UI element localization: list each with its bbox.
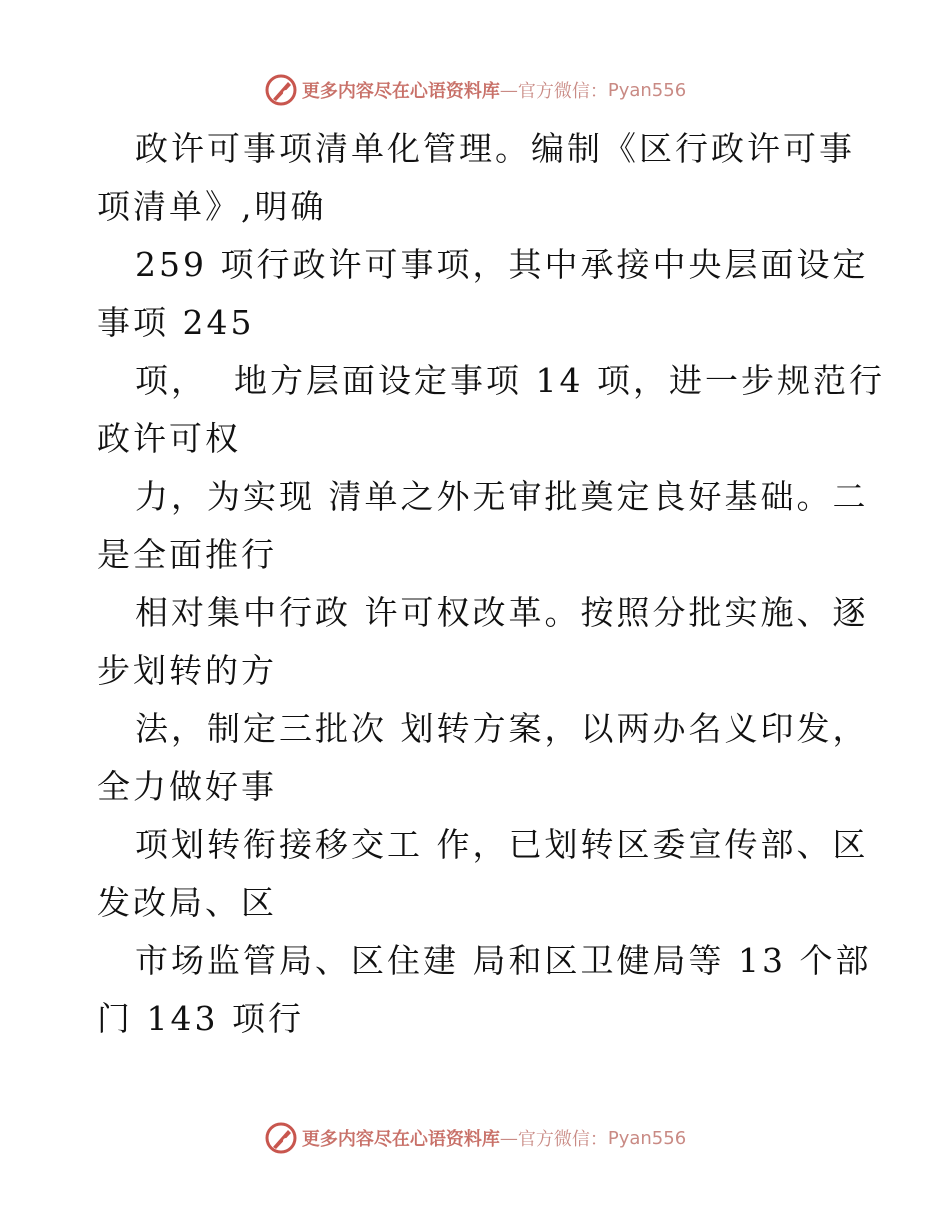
banner-dash: — <box>499 79 518 101</box>
header-watermark-banner <box>0 70 950 110</box>
body-paragraph: 力，为实现 清单之外无审批奠定良好基础。二是全面推行 <box>97 477 869 574</box>
body-paragraph: 政许可事项清单化管理。编制《区行政许可事项清单》,明确 <box>97 129 855 226</box>
pen-logo-icon <box>264 1121 298 1155</box>
footer-watermark-banner <box>0 1118 950 1158</box>
body-paragraph: 相对集中行政 许可权改革。按照分批实施、逐步划转的方 <box>97 593 869 690</box>
body-paragraph: 项， 地方层面设定事项 14 项，进一步规范行政许可权 <box>97 361 885 458</box>
banner-wechat-id: Pyan556 <box>607 79 687 101</box>
banner-dash: — <box>499 1127 518 1149</box>
document-body <box>97 120 887 1048</box>
pen-logo-icon <box>264 73 298 107</box>
body-paragraph: 市场监管局、区住建 局和区卫健局等 13 个部门 143 项行 <box>97 941 872 1038</box>
banner-wechat-label: 官方微信： <box>517 1129 608 1150</box>
banner-main-text: 更多内容尽在心语资料库 <box>301 81 500 102</box>
body-paragraph: 259 项行政许可事项，其中承接中央层面设定事项 245 <box>97 245 869 342</box>
banner-main-text: 更多内容尽在心语资料库 <box>301 1129 500 1150</box>
banner-wechat-id: Pyan556 <box>607 1127 687 1149</box>
banner-wechat-label: 官方微信： <box>517 81 608 102</box>
body-paragraph: 项划转衔接移交工 作，已划转区委宣传部、区发改局、区 <box>97 825 869 922</box>
body-paragraph: 法，制定三批次 划转方案，以两办名义印发，全力做好事 <box>97 709 869 806</box>
